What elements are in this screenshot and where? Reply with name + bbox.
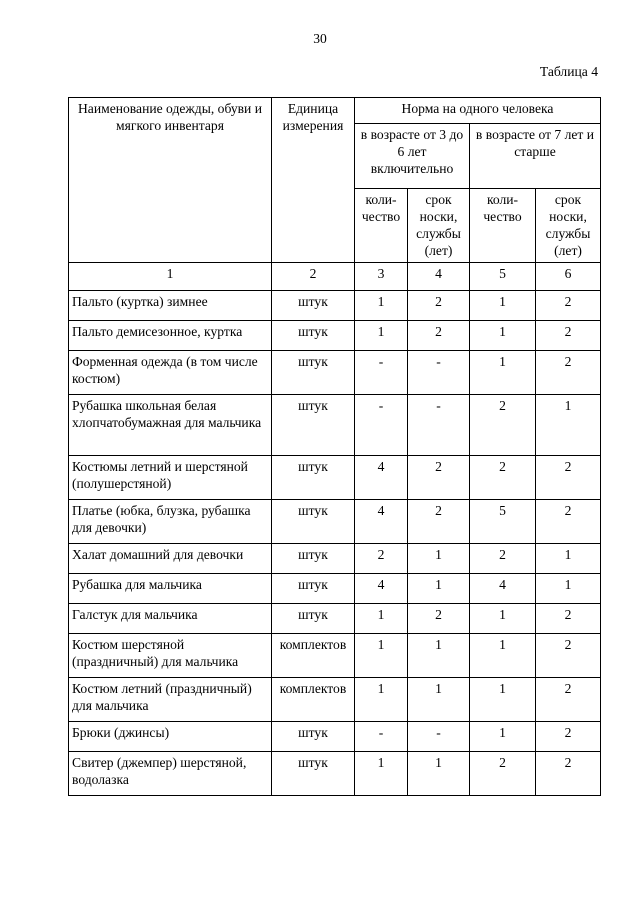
item-name: Брюки (джинсы) (69, 722, 272, 752)
item-name: Костюм летний (праздничный) для мальчика (69, 678, 272, 722)
header-row-1 (69, 98, 601, 124)
item-term-age-7-plus: 2 (536, 678, 601, 722)
header-sub-term-2: срок носки, службы (лет) (536, 189, 601, 263)
item-name: Пальто демисезонное, куртка (69, 321, 272, 351)
item-qty-age-7-plus: 1 (470, 351, 536, 395)
header-sub-qty-1: коли- чество (355, 189, 408, 263)
item-unit: штук (272, 500, 355, 544)
item-name: Костюмы летний и шерстяной (полушерстяной) (69, 456, 272, 500)
table-row (69, 678, 601, 722)
norms-table (68, 97, 601, 796)
item-unit: штук (272, 395, 355, 456)
item-unit: комплектов (272, 678, 355, 722)
table-row (69, 752, 601, 796)
item-term-age-3-6: 1 (408, 544, 470, 574)
column-number: 6 (536, 263, 601, 291)
item-unit: штук (272, 722, 355, 752)
item-qty-age-3-6: 2 (355, 544, 408, 574)
item-qty-age-7-plus: 1 (470, 634, 536, 678)
item-qty-age-3-6: 4 (355, 500, 408, 544)
table-row (69, 500, 601, 544)
header-col-unit: Единица измерения (272, 98, 355, 263)
item-term-age-3-6: 2 (408, 604, 470, 634)
item-unit: штук (272, 291, 355, 321)
item-term-age-7-plus: 1 (536, 574, 601, 604)
header-col-norm: Норма на одного человека (355, 98, 601, 124)
item-qty-age-3-6: 4 (355, 574, 408, 604)
item-term-age-3-6: - (408, 351, 470, 395)
item-qty-age-3-6: 1 (355, 291, 408, 321)
table-row (69, 456, 601, 500)
item-term-age-7-plus: 2 (536, 752, 601, 796)
item-term-age-7-plus: 2 (536, 604, 601, 634)
item-qty-age-3-6: 1 (355, 321, 408, 351)
column-number-row (69, 263, 601, 291)
table-row (69, 321, 601, 351)
item-name: Платье (юбка, блузка, рубашка для девочки) (69, 500, 272, 544)
item-term-age-7-plus: 2 (536, 500, 601, 544)
item-qty-age-7-plus: 1 (470, 291, 536, 321)
table-row (69, 722, 601, 752)
item-qty-age-7-plus: 1 (470, 321, 536, 351)
item-unit: штук (272, 544, 355, 574)
item-unit: штук (272, 752, 355, 796)
item-name: Форменная одежда (в том числе костюм) (69, 351, 272, 395)
item-qty-age-3-6: 1 (355, 604, 408, 634)
item-term-age-7-plus: 2 (536, 456, 601, 500)
table-row (69, 544, 601, 574)
item-qty-age-3-6: - (355, 722, 408, 752)
table-row (69, 574, 601, 604)
item-term-age-3-6: 1 (408, 678, 470, 722)
column-number: 4 (408, 263, 470, 291)
item-qty-age-7-plus: 2 (470, 395, 536, 456)
item-name: Свитер (джемпер) шерстяной, водолазка (69, 752, 272, 796)
item-term-age-3-6: 2 (408, 456, 470, 500)
item-term-age-7-plus: 2 (536, 321, 601, 351)
item-qty-age-3-6: 1 (355, 678, 408, 722)
item-name: Галстук для мальчика (69, 604, 272, 634)
item-unit: штук (272, 574, 355, 604)
item-qty-age-7-plus: 2 (470, 544, 536, 574)
table-row (69, 351, 601, 395)
item-name: Рубашка школьная белая хлопчатобумажная для мальчика (69, 395, 272, 456)
item-term-age-3-6: 1 (408, 752, 470, 796)
item-term-age-3-6: 2 (408, 500, 470, 544)
column-number: 3 (355, 263, 408, 291)
item-qty-age-7-plus: 2 (470, 456, 536, 500)
item-term-age-3-6: 2 (408, 291, 470, 321)
item-qty-age-3-6: - (355, 395, 408, 456)
header-sub-qty-2: коли- чество (470, 189, 536, 263)
item-unit: штук (272, 456, 355, 500)
item-unit: штук (272, 604, 355, 634)
item-term-age-7-plus: 1 (536, 395, 601, 456)
item-qty-age-3-6: 4 (355, 456, 408, 500)
item-term-age-3-6: 1 (408, 634, 470, 678)
item-term-age-7-plus: 2 (536, 722, 601, 752)
table-caption: Таблица 4 (539, 64, 598, 79)
table-row (69, 634, 601, 678)
item-name: Халат домашний для девочки (69, 544, 272, 574)
item-term-age-7-plus: 1 (536, 544, 601, 574)
item-unit: штук (272, 321, 355, 351)
page-number: 30 (313, 31, 327, 46)
item-qty-age-7-plus: 2 (470, 752, 536, 796)
table-row (69, 291, 601, 321)
item-term-age-7-plus: 2 (536, 291, 601, 321)
table-row (69, 604, 601, 634)
header-age-group-1: в возрасте от 3 до 6 лет включительно (355, 124, 470, 189)
item-term-age-3-6: - (408, 722, 470, 752)
column-number: 5 (470, 263, 536, 291)
item-name: Пальто (куртка) зимнее (69, 291, 272, 321)
item-unit: штук (272, 351, 355, 395)
item-name: Костюм шерстяной (праздничный) для мальчика (69, 634, 272, 678)
item-qty-age-7-plus: 1 (470, 722, 536, 752)
item-qty-age-7-plus: 1 (470, 604, 536, 634)
table-body (69, 98, 601, 796)
header-col-name: Наименование одежды, обуви и мягкого инвентаря (69, 98, 272, 263)
item-unit: комплектов (272, 634, 355, 678)
item-qty-age-7-plus: 5 (470, 500, 536, 544)
header-sub-term-1: срок носки, службы (лет) (408, 189, 470, 263)
item-qty-age-3-6: 1 (355, 634, 408, 678)
item-qty-age-3-6: 1 (355, 752, 408, 796)
item-term-age-7-plus: 2 (536, 634, 601, 678)
item-term-age-3-6: 1 (408, 574, 470, 604)
column-number: 1 (69, 263, 272, 291)
table-row (69, 395, 601, 456)
item-qty-age-3-6: - (355, 351, 408, 395)
item-qty-age-7-plus: 4 (470, 574, 536, 604)
item-name: Рубашка для мальчика (69, 574, 272, 604)
header-age-group-2: в возрасте от 7 лет и старше (470, 124, 601, 189)
item-qty-age-7-plus: 1 (470, 678, 536, 722)
item-term-age-3-6: - (408, 395, 470, 456)
item-term-age-3-6: 2 (408, 321, 470, 351)
item-term-age-7-plus: 2 (536, 351, 601, 395)
column-number: 2 (272, 263, 355, 291)
